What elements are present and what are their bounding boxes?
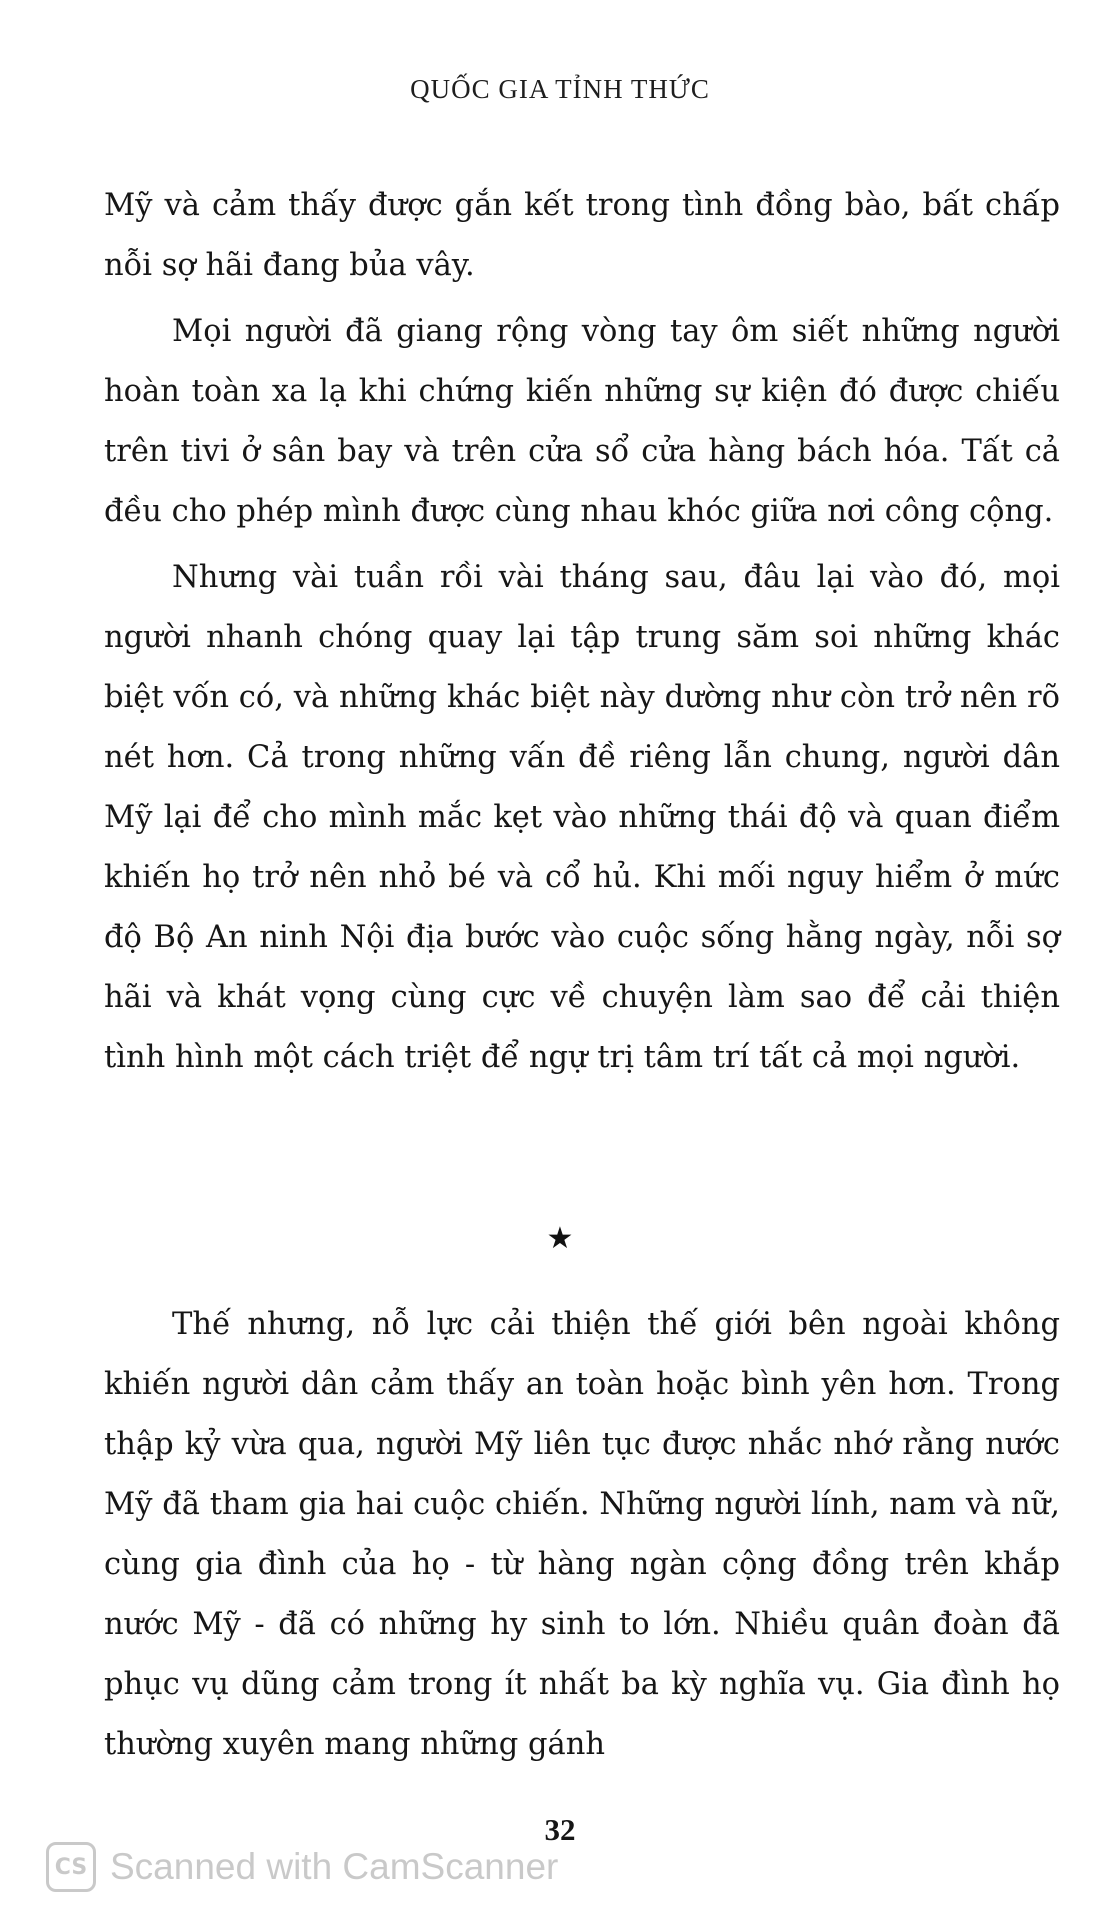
body-text-top [104,176,1060,1094]
page-number: 32 [544,1812,576,1847]
body-text-bottom [104,1295,1060,1781]
running-head-title: QUỐC GIA TỈNH THỨC [410,74,710,104]
watermark-text: Scanned with CamScanner [110,1846,559,1887]
paragraph: Mọi người đã giang rộng vòng tay ôm siết những người hoàn toàn xa lạ khi chứng kiến những sự kiện đó được chiếu trên tivi ở sân bay và trên cửa sổ cửa hàng bách hóa. Tất cả đều cho phép mình được cùng nhau khóc giữa nơi công cộng. [104,314,1060,529]
camscanner-logo-icon: CS [46,1842,96,1892]
camscanner-watermark [46,1840,558,1894]
section-break-star-icon: ★ [546,1221,574,1256]
paragraph-continued: Mỹ và cảm thấy được gắn kết trong tình đồng bào, bất chấp nỗi sợ hãi đang bủa vây. [104,188,1060,283]
paragraph: Thế nhưng, nỗ lực cải thiện thế giới bên ngoài không khiến người dân cảm thấy an toàn hoặc bình yên hơn. Trong thập kỷ vừa qua, người Mỹ liên tục được nhắc nhớ rằng nước Mỹ đã tham gia hai cuộc chiến. Những người lính, nam và nữ, cùng gia đình của họ - từ hàng ngàn cộng đồng trên khắp nước Mỹ - đã có những hy sinh to lớn. Nhiều quân đoàn đã phục vụ dũng cảm trong ít nhất ba kỳ nghĩa vụ. Gia đình họ thường xuyên mang những gánh [104,1307,1060,1762]
paragraph: Nhưng vài tuần rồi vài tháng sau, đâu lại vào đó, mọi người nhanh chóng quay lại tập trung săm soi những khác biệt vốn có, và những khác biệt này dường như còn trở nên rõ nét hơn. Cả trong những vấn đề riêng lẫn chung, người dân Mỹ lại để cho mình mắc kẹt vào những thái độ và quan điểm khiến họ trở nên nhỏ bé và cổ hủ. Khi mối nguy hiểm ở mức độ Bộ An ninh Nội địa bước vào cuộc sống hằng ngày, nỗi sợ hãi và khát vọng cùng cực về chuyện làm sao để cải thiện tình hình một cách triệt để ngự trị tâm trí tất cả mọi người. [104,560,1060,1075]
